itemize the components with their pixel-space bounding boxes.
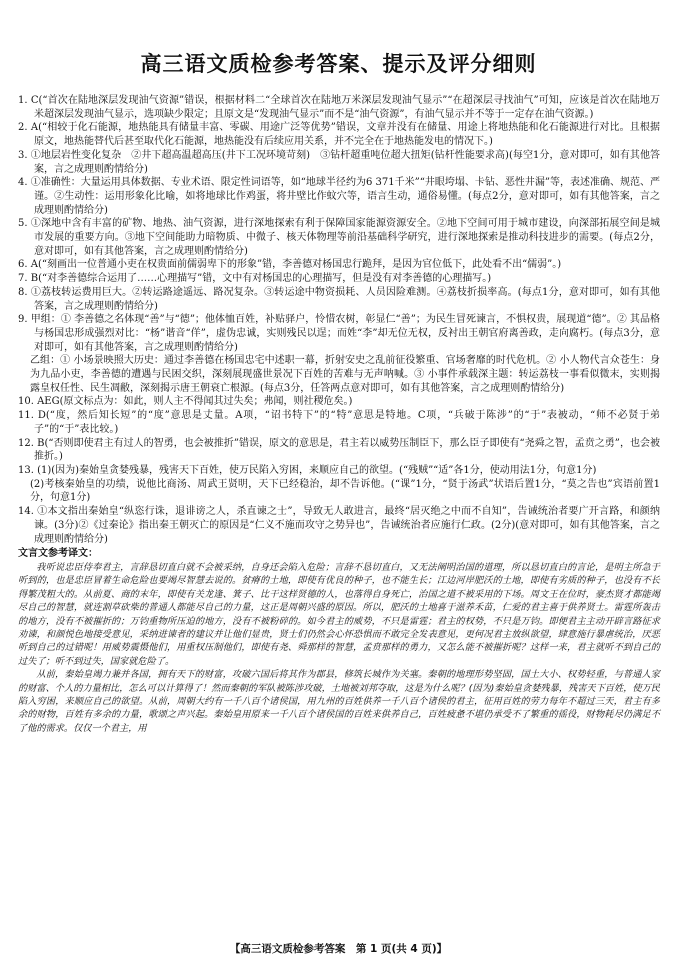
- translation-paragraph-2: 从前，秦始皇竭力兼并各国，拥有天下的财富，攻破六国后将其作为郡县，修筑长城作为关塞。秦朝的地理形势坚固，国土大小、权势轻重，与普通人家的财富、个人的力量相比，怎么可以计算得了！然而秦朝的军队被陈涉攻破，土地被刘邦夺取，这是为什么呢？(因为)秦始皇贪婪残暴，残害天下百姓，使万民陷入穷困，来顺应自己的欲望。从前，周朝大约有一千八百个诸侯国，用九州的百姓供养一千八百个诸侯的君主，征用百姓的劳力每年不超过三天，君主有多余的财物，百姓有多余的力量，歌颂之声兴起。秦始皇用原来一千八百个诸侯国的百姓来供养自己，百姓疲惫不堪仍承受不了繁重的徭役，财物耗尽仍满足不了他的需求。仅仅一个君主，用: [18, 669, 660, 734]
- translation-heading: 文言文参考译文：: [18, 548, 98, 560]
- answer-item-9-group-a: 9. 甲组：① 李善德之名体现“善”与“德”；他体恤百姓，补贴驿户，怜惜农树，彰显仁“善”；为民生冒死谏言，不惧权贵，展现道“德”。② 其品格与杨国忠形成强烈对比：“杨”谐音“佯”，虚伪忠诚，实则残民以逞；而姓“李”却无位无权，反衬出王朝官府离善政，走向腐朽。(每点3分，意对即可，如有其他答案，言之成理则酌情给分): [18, 314, 660, 353]
- answer-item-14: 14. ①本文指出秦始皇“纵恣行诛，退诽谤之人，杀直谏之士”，导致无人敢进言，最终“居灭绝之中而不自知”，告诫统治者要广开言路，和颜纳谏。(3分)②《过秦论》指出秦王朝灭亡的原因是“仁义不施而攻守之势异也”，告诫统治者应施行仁政。(2分)(意对即可，如有其他答案，言之成理则酌情给分): [18, 506, 660, 545]
- answer-item-1: 1. C(“首次在陆地深层发现油气资源”错误，根据材料二“全球首次在陆地万米深层发现油气显示”“在超深层寻找油气”可知，应该是首次在陆地万米超深层发现油气显示，选项缺少限定；且原文是“发现油气显示”而不是“油气资源”，有油气显示并不等于一定存在油气资源。): [18, 95, 660, 120]
- answer-item-11: 11. D(“度，然后知长短”的“度”意思是丈量。A项，“诏书特下”的“特”意思是特地。C项，“兵破于陈涉”的“于”表被动，“师不必贤于弟子”的“于”表比较。): [18, 410, 660, 435]
- answer-item-3: 3. ①地层岩性变化复杂 ②井下超高温超高压(井下工况环境苛刻) ③钻杆超重吨位超大扭矩(钻杆性能要求高)(每空1分，意对即可，如有其他答案，言之成理则酌情给分): [18, 149, 660, 175]
- answer-item-13-2: (2)考核秦始皇的功绩，说他比商汤、周武王贤明，天下已经稳治，却不告诉他。(“课”1分，“贤于汤武”状语后置1分，“莫之告也”宾语前置1分，句意1分): [30, 478, 660, 504]
- answer-item-8: 8. ①荔枝转运费用巨大。②转运路途遥远、路况复杂。③转运途中物资损耗、人员因险难测。④荔枝折损率高。(每点1分，意对即可，如有其他答案，言之成理则酌情给分): [18, 286, 660, 312]
- answer-item-9-group-b: 乙组：① 小场景映照大历史：通过李善德在杨国忠宅中述职一幕，折射安史之乱前征役繁重、官场奢靡的时代危机。② 小人物代言众苍生：身为九品小吏，李善德的遭遇与民困交织，深刻展现盛世景况下百姓的苦难与无声呐喊。③ 小事件承载深主题：转运荔枝一事看似微末，实则揭露皇权任性、民生凋敝，深刻揭示唐王朝衰亡根源。(每点3分，任答两点意对即可，如有其他答案，言之成理则酌情给分): [30, 355, 660, 394]
- answer-body: [18, 94, 660, 735]
- answer-item-4: 4. ①准确性：大量运用具体数据、专业术语、限定性词语等，如“地球半径约为6 371千米”“井眼垮塌、卡钻、恶性井漏”等，表述准确、规范、严谨。②生动性：运用形象化比喻，如将地球比作鸡蛋，将井壁比作蚊穴等，语言生动，通俗易懂。(每点2分，意对即可，如有其他答案，言之成理则酌情给分): [18, 177, 660, 216]
- page-title: 高三语文质检参考答案、提示及评分细则: [140, 52, 537, 76]
- answer-item-13-1: 13. (1)(因为)秦始皇贪婪残暴，残害天下百姓，使万民陷入穷困，来顺应自己的欲望。(“残贼”“适”各1分，使动用法1分，句意1分): [18, 464, 597, 476]
- answer-item-6: 6. A(“刻画出一位普通小吏在权贵面前儒弱卑下的形象”错，李善德对杨国忠行跪拜，是因为官位低下，此处看不出“儒弱”。): [18, 259, 562, 271]
- answer-item-7: 7. B(“对李善德综合运用了……心理描写”错，文中有对杨国忠的心理描写，但是没有对李善德的心理描写。): [18, 273, 492, 285]
- answer-item-2: 2. A(“相较于化石能源，地热能具有储量丰富、零碳、用途广泛等优势”错误，文章并没有在储量、用途上将地热能和化石能源进行对比。且根据原文，地热能替代后甚至取代化石能源，地热能没有后续应用关系，并不完全在于地热能发电的情况下。): [18, 122, 660, 148]
- answer-item-10: 10. AEG(原文标点为：如此，则人主不得闻其过失矣；弗闻，则社稷危矣。): [18, 396, 353, 408]
- answer-item-5: 5. ①深地中含有丰富的矿物、地热、油气资源，进行深地探索有利于保障国家能源资源安全。②地下空间可用于城市建设，向深部拓展空间是城市发展的重要方向。③地下空间能助力暗物质、中微子、核天体物理等前沿基础科学研究，进行深地探索是推动科技进步的需要。(每点2分，意对即可，如有其他答案，言之成理则酌情给分): [18, 218, 660, 257]
- page-footer: 【高三语文质检参考答案 第 1 页(共 4 页)】: [229, 943, 448, 955]
- translation-paragraph-1: 我听说忠臣侍奉君主，言辞恳切直白就不会被采纳，自身还会陷入危险；言辞不恳切直白，又无法阐明治国的道理，所以恳切直白的言论，是明主所急于听到的，也是忠臣冒着生命危险也要竭尽智慧去说的。贫瘠的土地，即使有优良的种子，也不能生长；江边河岸肥沃的土地，即使有劣质的种子，也没有不长得繁茂粗大的。从前夏、商的末年，即使有关龙逢、箕子、比干这样贤德的人，也落得自身死亡，治国之道不被采用的下场。周文王在位时，豪杰贤才都能竭尽自己的智慧，就连割草砍柴的普通人都能尽自己的力量，这正是周朝兴盛的原因。所以，肥沃的土地喜于滋养禾苗，仁爱的君主喜于供养贤士。雷霆所轰击的地方，没有不被摧折的；万钧重物所压迫的地方，没有不被粉碎的。如今君主的威势，不只是雷霆；君主的权势，不只是万钧。即便君主主动开辟言路征求劝谏，和颜悦色地接受意见，采纳进谏者的建议并让他们显贵，贤士们仍然会心怀恐惧而不敢完全发表意见，更何况君主放纵欲望，肆意施行暴虐统治，厌恶听到自己的过错呢！用威势震慑他们，用重权压制他们，即使有尧、舜那样的智慧，孟贲那样的勇力，又怎么能不被摧折呢？这样一来，君主就听不到自己的过失了；听不到过失，国家就危险了。: [18, 561, 660, 667]
- answer-item-12: 12. B(“否则即使君主有过人的智勇，也会被推折”错误，原文的意思是，君主若以威势压制臣下，那么臣子即使有“尧舜之智，孟贲之勇”，也会被推折。): [18, 437, 660, 463]
